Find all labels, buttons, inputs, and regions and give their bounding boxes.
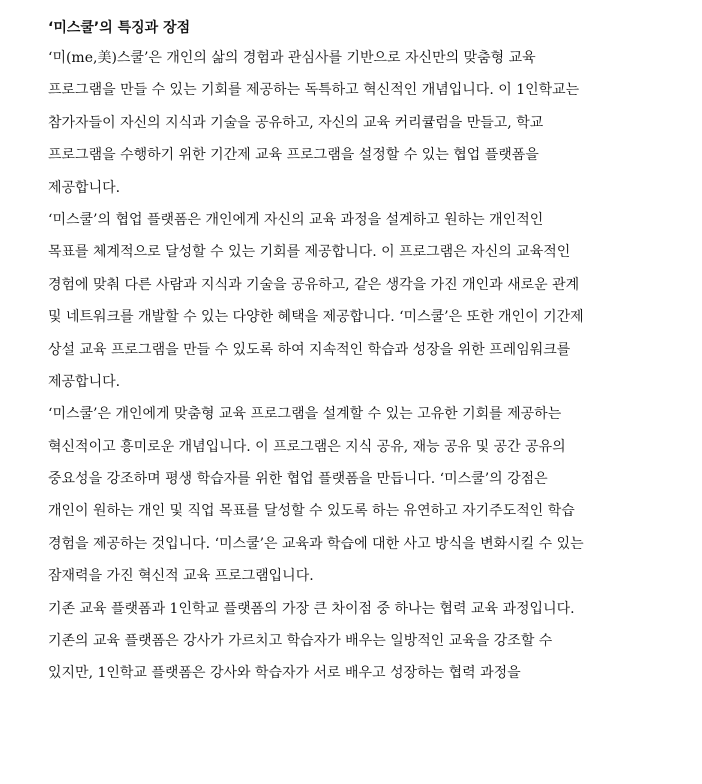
text-line: ‘미(me,美)스쿨’은 개인의 삶의 경험과 관심사를 기반으로 자신만의 맞춤형 교육 <box>48 50 536 66</box>
text-line: 제공합니다. <box>48 373 121 390</box>
section-heading: ‘미스쿨’의 특징과 장점 <box>48 20 191 36</box>
text-line: 기존의 교육 플랫폼은 강사가 가르치고 학습자가 배우는 일방적인 교육을 강조할 수 <box>48 633 553 650</box>
text-line: 혁신적이고 흥미로운 개념입니다. 이 프로그램은 지식 공유, 재능 공유 및 공간 공유의 <box>48 438 566 455</box>
text-line: ‘미스쿨’은 개인에게 맞춤형 교육 프로그램을 설계할 수 있는 고유한 기회를 제공하는 <box>48 406 562 423</box>
text-line: 및 네트워크를 개발할 수 있는 다양한 혜택을 제공합니다. ‘미스쿨’은 또한 개인이 기간제 <box>48 309 584 326</box>
text-line: 경험을 제공하는 것입니다. ‘미스쿨’은 교육과 학습에 대한 사고 방식을 변화시킬 수 있는 <box>48 535 584 552</box>
text-line: 프로그램을 만들 수 있는 기회를 제공하는 독특하고 혁신적인 개념입니다. 이 1인학교는 <box>48 82 580 99</box>
text-line: 잠재력을 가진 혁신적 교육 프로그램입니다. <box>48 568 314 585</box>
text-line: 프로그램을 수행하기 위한 기간제 교육 프로그램을 설정할 수 있는 협업 플랫폼을 <box>48 147 539 164</box>
text-line: 상설 교육 프로그램을 만들 수 있도록 하여 지속적인 학습과 성장을 위한 프레임워크를 <box>48 341 571 358</box>
text-line: ‘미스쿨’의 협업 플랫폼은 개인에게 자신의 교육 과정을 설계하고 원하는 개인적인 <box>48 211 544 228</box>
text-line: 기존 교육 플랫폼과 1인학교 플랫폼의 가장 큰 차이점 중 하나는 협력 교육 과정입니다. <box>48 600 575 617</box>
text-line: 있지만, 1인학교 플랫폼은 강사와 학습자가 서로 배우고 성장하는 협력 과정을 <box>48 665 521 682</box>
text-line: 제공합니다. <box>48 179 121 196</box>
text-line: 목표를 체계적으로 달성할 수 있는 기회를 제공합니다. 이 프로그램은 자신의 교육적인 <box>48 244 571 261</box>
text-line: 중요성을 강조하며 평생 학습자를 위한 협업 플랫폼을 만듭니다. ‘미스쿨’의 강점은 <box>48 471 548 488</box>
document-page <box>48 14 698 690</box>
text-line: 개인이 원하는 개인 및 직업 목표를 달성할 수 있도록 하는 유연하고 자기주도적인 학습 <box>48 503 575 520</box>
text-line: 경험에 맞춰 다른 사람과 지식과 기술을 공유하고, 같은 생각을 가진 개인과 새로운 관계 <box>48 276 580 293</box>
text-line: 참가자들이 자신의 지식과 기술을 공유하고, 자신의 교육 커리큘럼을 만들고, 학교 <box>48 114 544 131</box>
